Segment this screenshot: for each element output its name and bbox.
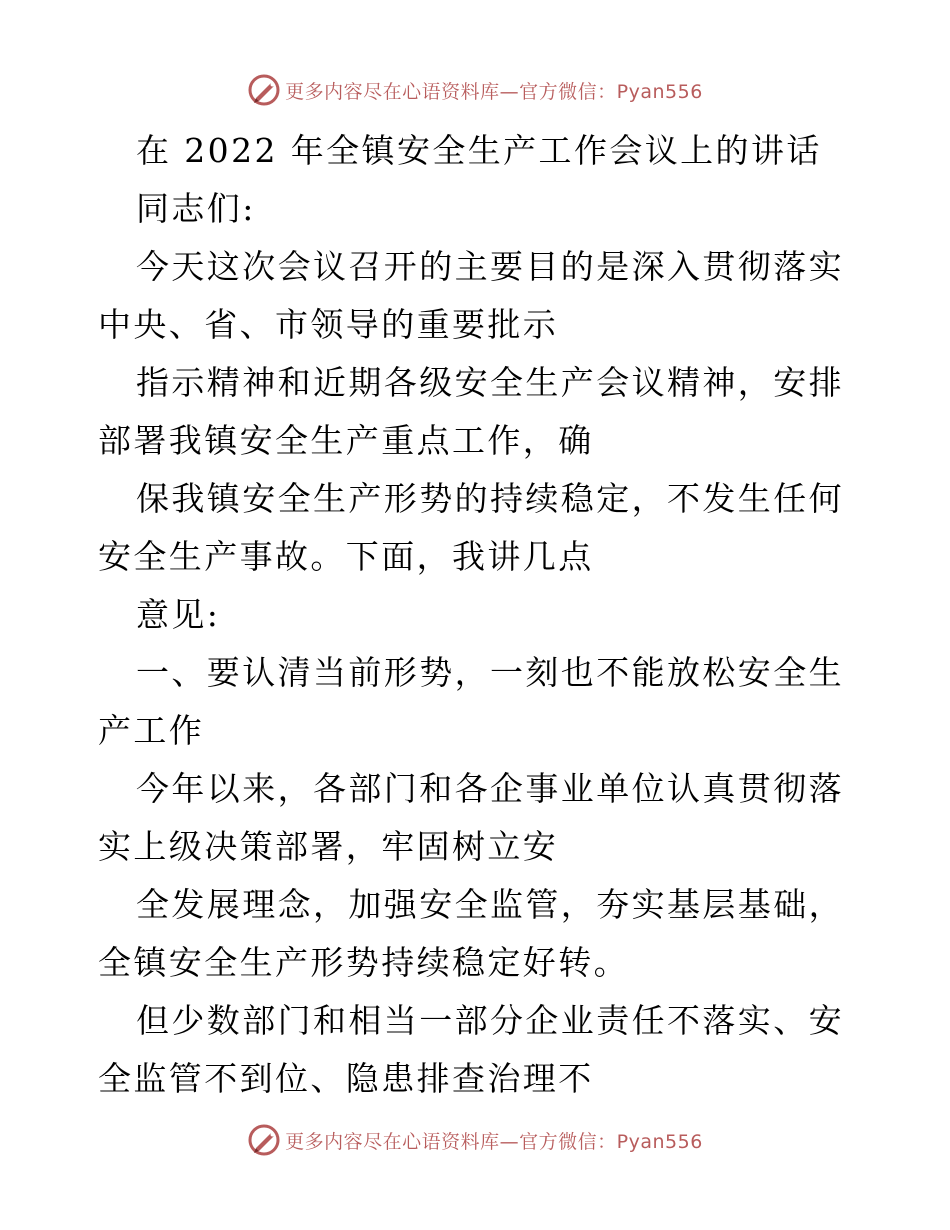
paragraph-7: 全发展理念，加强安全监管，夯实基层基础，全镇安全生产形势持续稳定好转。 (98, 885, 844, 982)
paragraph-1: 同志们: (136, 189, 256, 228)
document-body (98, 122, 858, 1108)
paragraph-5: 意见: (136, 595, 221, 634)
header-banner (0, 70, 950, 110)
section-heading-1: 一、要认清当前形势，一刻也不能放松安全生产工作 (98, 653, 844, 750)
document-title: 在 2022 年全镇安全生产工作会议上的讲话 (136, 131, 822, 170)
paragraph-4: 保我镇安全生产形势的持续稳定，不发生任何安全生产事故。下面，我讲几点 (98, 479, 844, 576)
paragraph-2: 今天这次会议召开的主要目的是深入贯彻落实中央、省、市领导的重要批示 (98, 247, 844, 344)
pen-in-circle-logo-icon (247, 1123, 281, 1157)
paragraph-6: 今年以来，各部门和各企事业单位认真贯彻落实上级决策部署，牢固树立安 (98, 769, 844, 866)
paragraph-8: 但少数部门和相当一部分企业责任不落实、安全监管不到位、隐患排查治理不 (98, 1001, 844, 1098)
paragraph-3: 指示精神和近期各级安全生产会议精神，安排部署我镇安全生产重点工作，确 (98, 363, 844, 460)
pen-in-circle-logo-icon (247, 73, 281, 107)
footer-banner (0, 1120, 950, 1160)
header-banner-text: 更多内容尽在心语资料库—官方微信：Pyan556 (285, 80, 703, 103)
header-banner-content (247, 73, 703, 107)
footer-banner-text: 更多内容尽在心语资料库—官方微信：Pyan556 (285, 1130, 703, 1153)
footer-banner-content (247, 1123, 703, 1157)
